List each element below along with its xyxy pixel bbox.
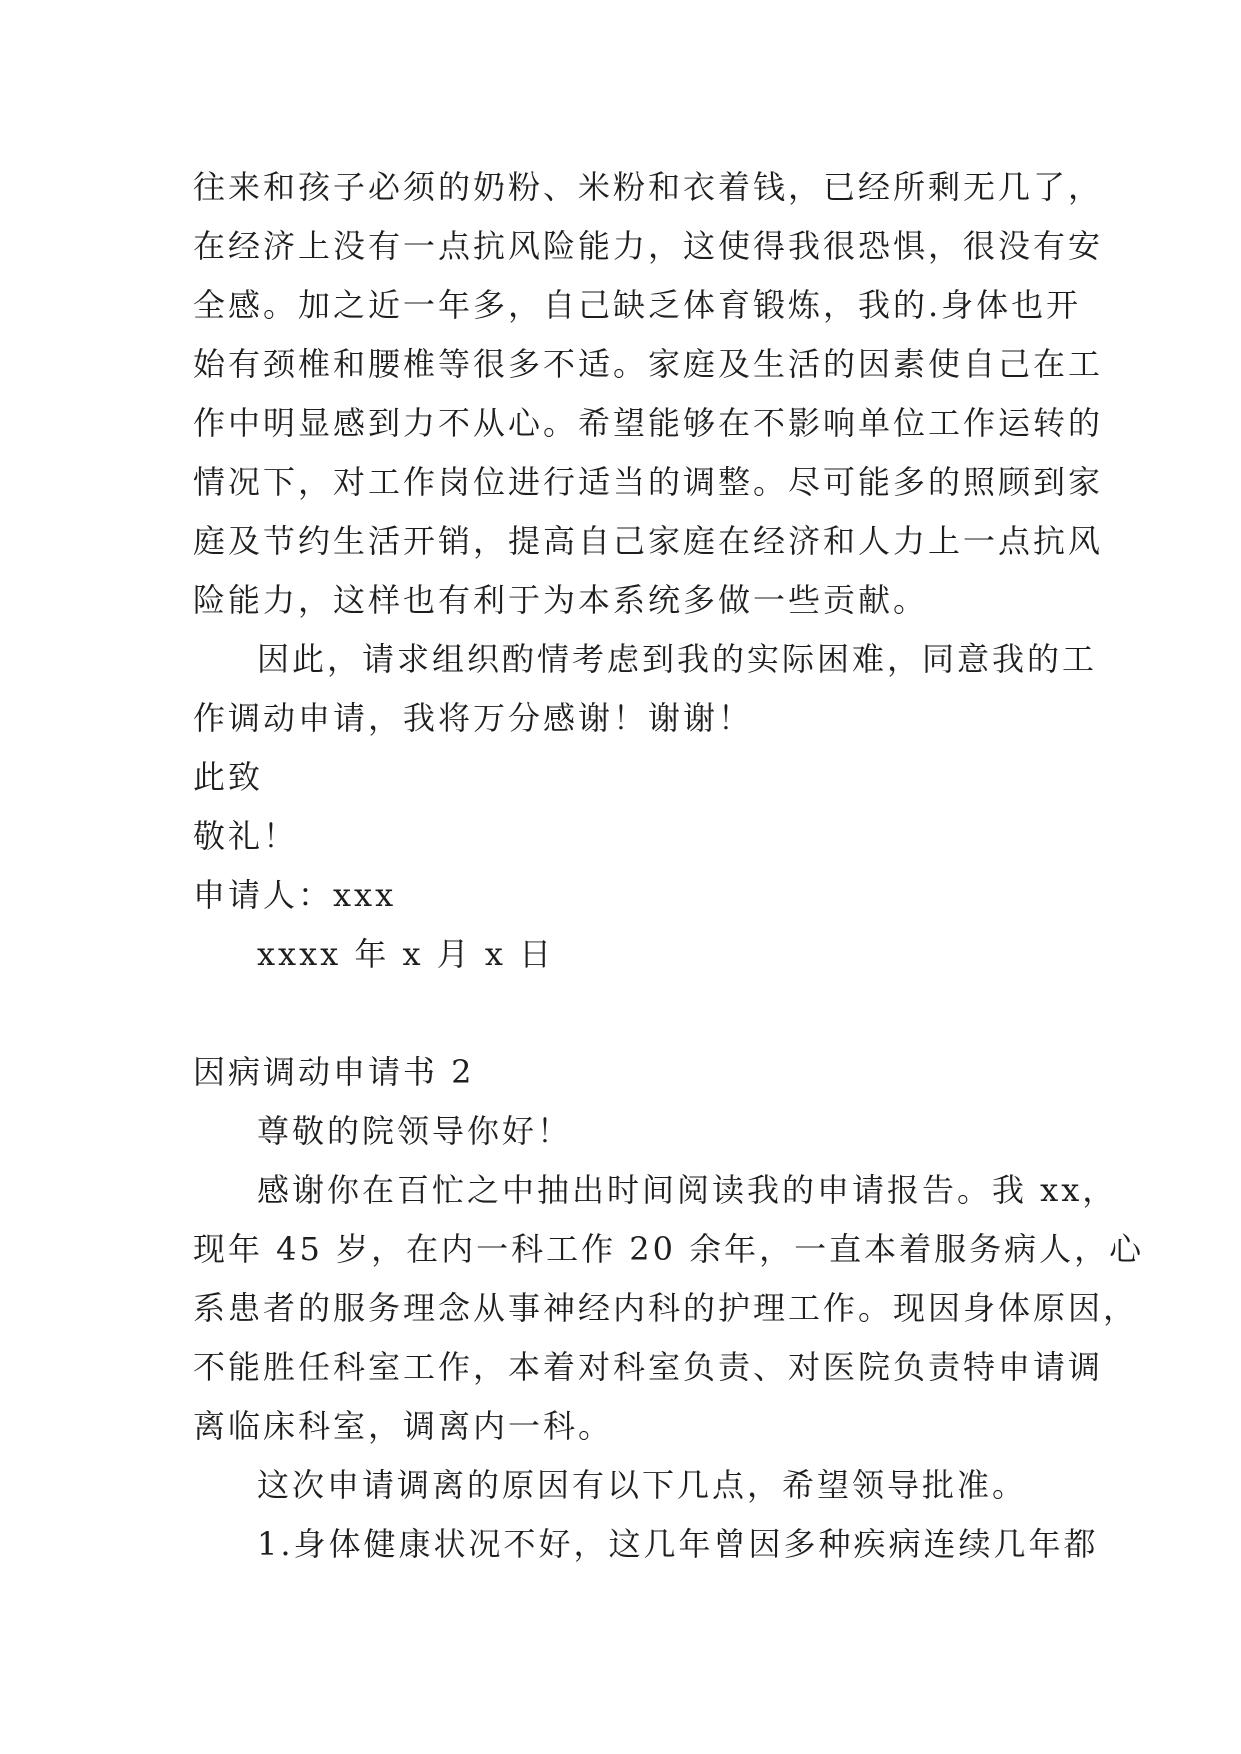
paragraph-line: 现年 45 岁，在内一科工作 20 余年，一直本着服务病人，心: [193, 1230, 1145, 1268]
closing-paragraph-line: 作调动申请，我将万分感谢！谢谢！: [193, 699, 754, 737]
text-line: 作中明显感到力不从心。希望能够在不影响单位工作运转的: [193, 404, 1104, 442]
paragraph-line: 离临床科室，调离内一科。: [193, 1407, 614, 1445]
paragraph-line: 感谢你在百忙之中抽出时间阅读我的申请报告。我 xx，: [257, 1171, 1118, 1209]
text-line: 始有颈椎和腰椎等很多不适。家庭及生活的因素使自己在工: [193, 345, 1104, 383]
text-line: 险能力，这样也有利于为本系统多做一些贡献。: [193, 581, 929, 619]
section-title: 因病调动申请书 2: [193, 1053, 475, 1091]
blank-line: [193, 984, 1053, 1043]
text-line: 情况下，对工作岗位进行适当的调整。尽可能多的照顾到家: [193, 463, 1104, 501]
greeting-line: 尊敬的院领导你好！: [257, 1112, 573, 1150]
text-line: 庭及节约生活开销，提高自己家庭在经济和人力上一点抗风: [193, 522, 1104, 560]
document-body: [193, 158, 1145, 1574]
text-line: 全感。加之近一年多，自己缺乏体育锻炼，我的.身体也开: [193, 286, 1082, 324]
paragraph-line: 这次申请调离的原因有以下几点，希望领导批准。: [257, 1466, 1028, 1504]
paragraph-line: 不能胜任科室工作，本着对科室负责、对医院负责特申请调: [193, 1348, 1104, 1386]
text-line: 往来和孩子必须的奶粉、米粉和衣着钱，已经所剩无几了，: [193, 168, 1104, 206]
salutation-line: 此致: [193, 758, 264, 796]
paragraph-line: 系患者的服务理念从事神经内科的护理工作。现因身体原因，: [193, 1289, 1139, 1327]
salutation-line: 敬礼！: [193, 817, 299, 855]
list-item: 1.身体健康状况不好，这几年曾因多种疾病连续几年都: [257, 1525, 1099, 1563]
text-line: 在经济上没有一点抗风险能力，这使得我很恐惧，很没有安: [193, 227, 1104, 265]
closing-paragraph-line: 因此，请求组织酌情考虑到我的实际困难，同意我的工: [257, 640, 1098, 678]
date-line: xxxx 年 x 月 x 日: [257, 935, 555, 973]
applicant-line: 申请人：xxx: [193, 876, 397, 914]
